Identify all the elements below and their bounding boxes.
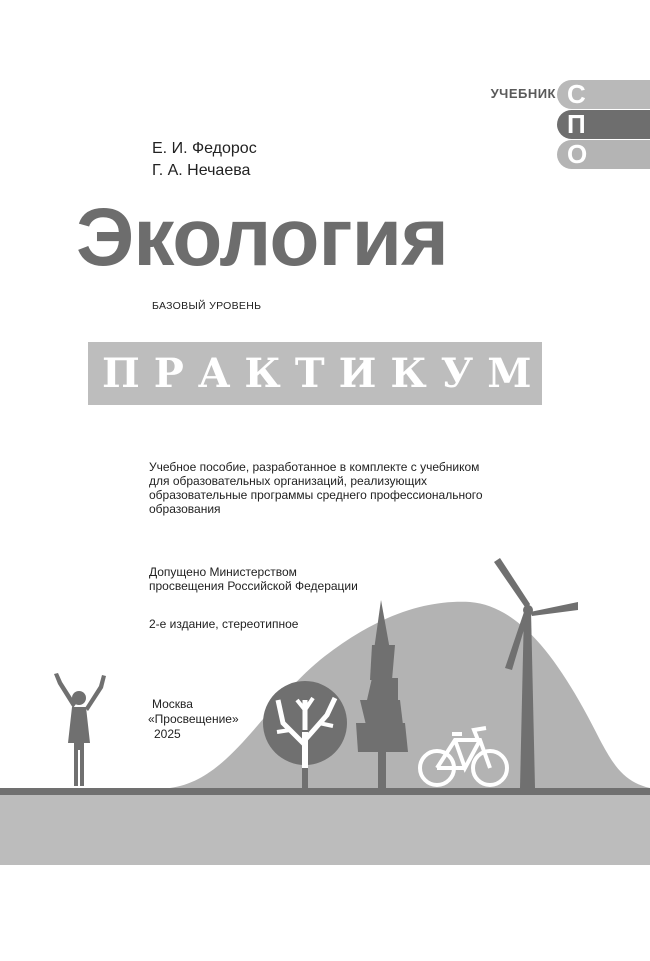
series-letter-p: П bbox=[557, 110, 650, 139]
approval-line: Допущено Министерством bbox=[149, 565, 297, 579]
description-line: Учебное пособие, разработанное в комплекте с учебником bbox=[149, 460, 480, 474]
description-line: для образовательных организаций, реализующих bbox=[149, 474, 428, 488]
description bbox=[149, 460, 549, 516]
imprint-city: Москва bbox=[152, 697, 193, 711]
description-line: образования bbox=[149, 502, 221, 516]
ground bbox=[0, 788, 650, 795]
series-letter-o: О bbox=[557, 140, 650, 169]
imprint-publisher: «Просвещение» bbox=[148, 712, 239, 726]
subtitle: ПРАКТИКУМ bbox=[102, 350, 546, 397]
imprint bbox=[148, 697, 239, 742]
approval-line: просвещения Российской Федерации bbox=[149, 579, 358, 593]
author-1: Е. И. Федорос bbox=[152, 140, 257, 157]
subtitle-band bbox=[88, 342, 546, 405]
ground-fill bbox=[0, 795, 650, 865]
book-title: Экология bbox=[76, 192, 448, 283]
approval-text bbox=[149, 565, 358, 593]
imprint-year: 2025 bbox=[154, 727, 181, 741]
description-line: образовательные программы среднего профессионального bbox=[149, 488, 483, 502]
level-label: БАЗОВЫЙ УРОВЕНЬ bbox=[152, 300, 262, 312]
author-2: Г. А. Нечаева bbox=[152, 162, 251, 179]
series-label: УЧЕБНИК bbox=[490, 86, 556, 101]
authors bbox=[152, 138, 257, 182]
person-icon bbox=[54, 673, 106, 786]
series-letter-s: С bbox=[557, 80, 650, 109]
edition-text: 2-е издание, стереотипное bbox=[149, 617, 299, 631]
